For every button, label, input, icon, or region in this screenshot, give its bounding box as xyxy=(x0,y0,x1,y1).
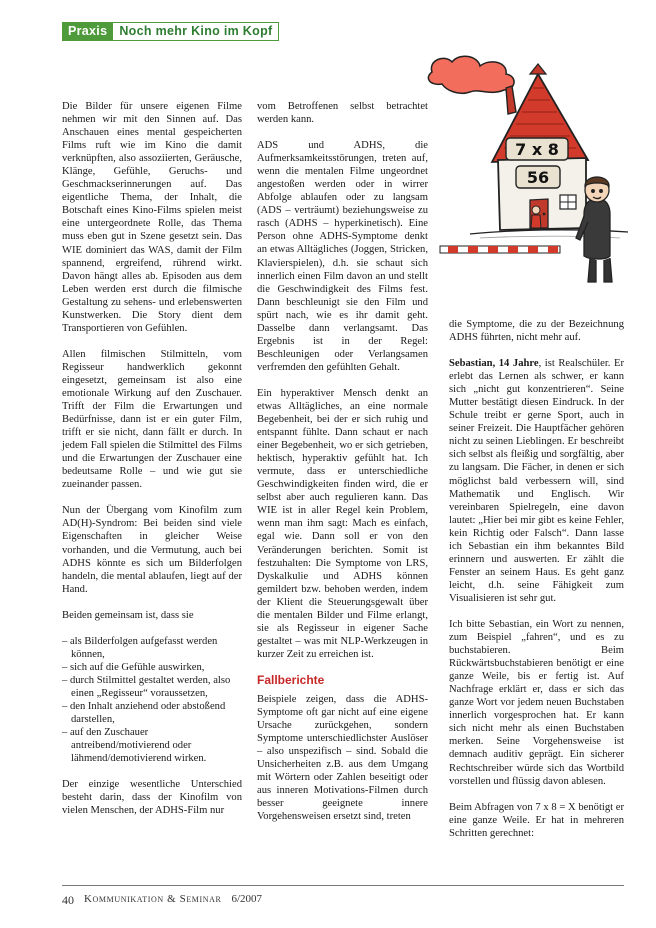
page-footer xyxy=(62,893,262,908)
house-sign-bottom: 56 xyxy=(526,168,550,187)
cartoon-house-with-person-icon xyxy=(420,50,630,305)
house-sign-top: 7 x 8 xyxy=(515,140,559,159)
col3-paragraph-1: die Symptome, die zu der Bezeichnung ADHS führten, nicht mehr auf. xyxy=(449,319,624,344)
section-label: Praxis xyxy=(62,22,113,41)
list-item: – auf den Zuschauer antreibend/motivierend oder lähmend/demotivierend wirken. xyxy=(62,726,242,765)
col2-paragraph-4: Beispiele zeigen, dass die ADHS-Symptome oft gar nicht auf eine eigene Ursache zurückgehen, sondern Symptome unterschiedlichster Auslöser – also unspezifisch – sind. Sobald die Unsicherheiten z.B. aus dem Umgang mit Wörtern oder Zahlen beseitigt oder aus inneren Motivations-Filmen durch besser geeignete innere Vorgehensweisen ersetzt sind, treten xyxy=(257,693,428,823)
list-item: – durch Stilmittel gestaltet werden, also einen „Regisseur“ voraussetzen, xyxy=(62,674,242,700)
column-2 xyxy=(257,100,428,836)
list-item: – sich auf die Gefühle auswirken, xyxy=(62,661,242,674)
col3-paragraph-4: Beim Abfragen von 7 x 8 = X benötigt er eine ganze Weile. Er hat in mehreren Schritten gerechnet: xyxy=(449,801,624,839)
footer-rule xyxy=(62,885,624,886)
issue-number: 6/2007 xyxy=(231,893,263,905)
page-number: 40 xyxy=(62,893,74,907)
article-title: Noch mehr Kino im Kopf xyxy=(113,22,279,41)
col3-paragraph-2 xyxy=(449,357,624,605)
header-rule xyxy=(62,40,270,41)
col1-paragraph-1: Die Bilder für unsere eigenen Filme nehmen wir mit den Sinnen auf. Das Anschauen eines mental gespeicherten Films ruft wie im Kino die damit verknüpften, also assoziierten, Geräusche, Klänge, Gefühle, Geruchs- und Geschmackserinnerungen auf. Das eigentliche Thema, der Inhalt, die Botschaft eines Kino-Films spielen meist eine untergeordnete Rolle, das Thema muss eben gut in Szene gesetzt sein. Das WIE dominiert das WAS, damit der Film spannend, ergreifend, rührend wirkt. Davon hängt alles ab. Episoden aus dem Leben werden erst durch die filmische Gestaltung zu sehens- und erlebenswerten Kunstwerken. Die Story dient dem Transportieren von Gefühlen. xyxy=(62,101,242,334)
case-text: , ist Realschüler. Er erlebt das Lernen als schwer, er kann sich „nicht gut konzentrieren“. Seine Mutter bestätigt diesen Eindruck. In der Schule treibt er gerne Sport, auch in seiner Freizeit. Die Hauptfächer gehören nicht zu seinen Lieblingen. Er beschreibt sich selbst als fleißig und sorgfältig, aber zu langsam. Die Fächer, in denen er sich möglichst bald verbessern will, sind Mathematik und Englisch. Wir vereinbaren Spielregeln, eine davon lautet: „Hier bei mir gibt es keine Fehler, kein Richtig oder Falsch“. Dann lasse ich Sebastian ein ihm bekanntes Bild erinnern und auswerten. Er zählt die Fenster an seinem Haus. Es geht ganz leicht, d.h. seine Fähigkeit zum Visualisieren ist sehr gut. xyxy=(449,358,624,604)
col3-paragraph-3: Ich bitte Sebastian, ein Wort zu nennen, zum Beispiel „fahren“, und es zu buchstabieren. Beim Rückwärtsbuchstabieren benötigt er eine ganze Weile, bis er fertig ist. Auf Nachfrage erklärt er, dass er sich das ganze Wort vor jedem neuen Buchstaben innerlich vorgesprochen hat. Er kann sich nicht mehr als einen Buchstaben merken. Seine Vorgehensweise ist demnach auditiv geprägt. Ein sicherer Rechtschreiber würde sich das Wortbild vorstellen und flüssig davon ablesen. xyxy=(449,618,624,787)
case-name: Sebastian, 14 Jahre xyxy=(449,358,539,370)
subheading-fallberichte: Fallberichte xyxy=(257,672,325,687)
list-intro: Beiden gemeinsam ist, dass sie xyxy=(62,609,194,621)
col2-paragraph-2: ADS und ADHS, die Aufmerksamkeitsstörungen, treten auf, wenn die mentalen Filme ungeordnet angestoßen werden oder in wirrer Abfolge ablaufen oder zu langsam (ADS – verträumt) beziehungsweise zu rasch (ADHS – hyperkinetisch). Eine Person ohne ADHS-Symptome denkt an etwas Alltägliches (Joggen, Stricken, Klavierspielen), d.h. sie schaut sich innerlich einen Film davon an und stellt die Geschwindigkeit des Films fest. Dann beschleunigt sie den Film und spürt nach, wie es ihr damit geht. Dasselbe dann verlangsamt. Das Ergebnis ist in der Regel: Beschleunigen oder Verlangsamen verfremden den gefühlten Gehalt. xyxy=(257,140,428,373)
section-header xyxy=(62,22,279,41)
common-features-list xyxy=(62,635,242,765)
col1-paragraph-2: Allen filmischen Stilmitteln, vom Regisseur handwerklich gekonnt eingesetzt, gemeinsam ist also eine emotionale Wirkung auf den Zuschauer. Trifft der Film die Erwartungen und Bedürfnisse, dann ist er ein guter Film, trifft er sie nicht, dann fällt er durch. In jedem Fall spielen die Stilmittel des Films und die Erwartungen der Zuschauer eine bedeutsame Rolle – und wie gut sie zueinander passen. xyxy=(62,348,242,491)
col2-paragraph-3: Ein hyperaktiver Mensch denkt an etwas Alltägliches, an eine normale Begebenheit, bei der er sich ruhig und entspannt fühlte. Dann schaut er nach einer Begebenheit, wo er sich getrieben, hektisch, hyperaktiv gefühlt hat. Ich vermute, dass er unterschiedliche Geschwindigkeiten finden wird, die er selbst aber auch regulieren kann. Das WIE ist in aller Regel kein Problem, wenn man ihm sagt: Mach es einfach, egal wie. Dann soll er von den Veränderungen berichten. Somit ist festzuhalten: Die Symptome von LRS, Dyskalkulie und ADHS können gemildert bzw. behoben werden, indem der Klient die Steuerungsgewalt über die mentalen Bilder und Filme erlangt, sie als Regisseur in eigener Sache gestaltet – was mit NLP-Werkzeugen in kurzer Zeit zu erreichen ist. xyxy=(257,387,428,660)
col1-paragraph-4: Der einzige wesentliche Unterschied besteht darin, dass der Kinofilm von vielen Menschen, der ADHS-Film nur xyxy=(62,779,242,817)
col2-paragraph-1: vom Betroffenen selbst betrachtet werden kann. xyxy=(257,101,428,126)
list-item: – als Bilderfolgen aufgefasst werden können, xyxy=(62,635,242,661)
magazine-name: Kommunikation & Seminar xyxy=(84,893,222,905)
column-3 xyxy=(449,318,624,853)
col1-paragraph-3: Nun der Übergang vom Kinofilm zum AD(H)-Syndrom: Bei beiden sind viele Eigenschaften in gleicher Weise vorhanden, und die Vermutung, auch bei ADHS könnte es sich um Bilderfolgen handeln, die mental ablaufen, liegt auf der Hand. xyxy=(62,505,242,595)
column-1 xyxy=(62,100,242,830)
list-item: – den Inhalt anziehend oder abstoßend darstellen, xyxy=(62,700,242,726)
